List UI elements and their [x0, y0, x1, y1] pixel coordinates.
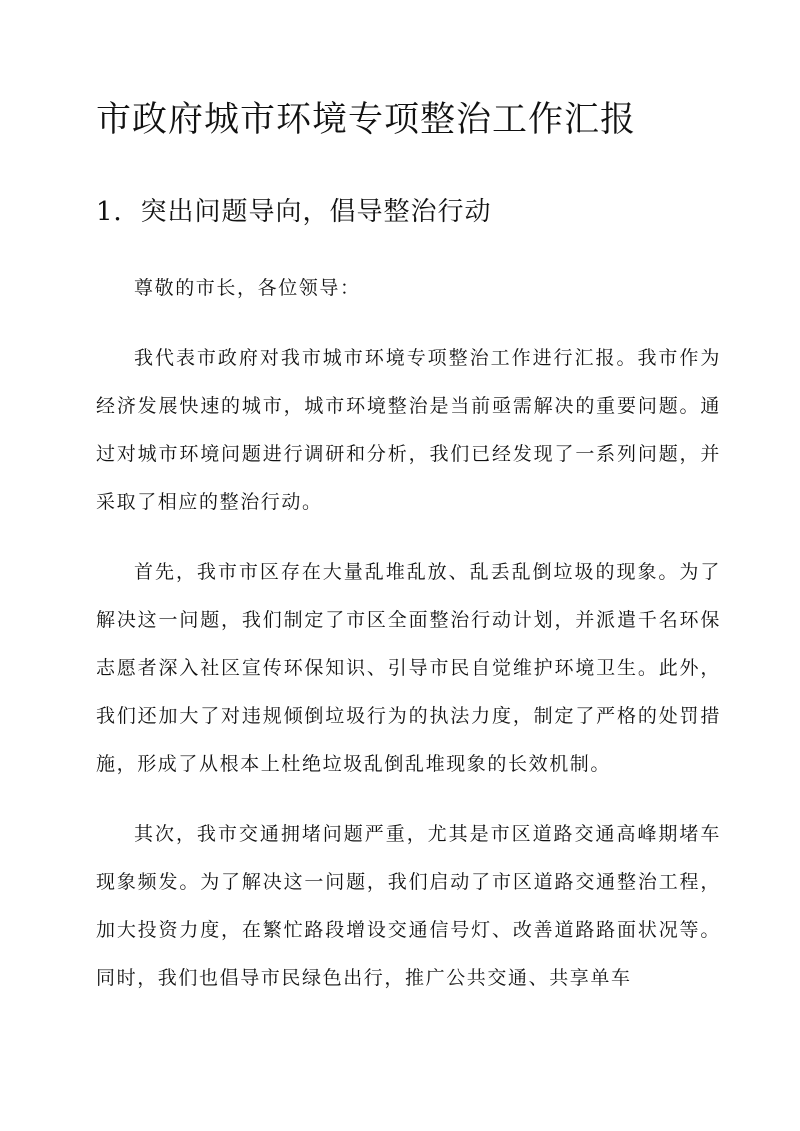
paragraph-garbage: 首先，我市市区存在大量乱堆乱放、乱丢乱倒垃圾的现象。为了解决这一问题，我们制定了市区全面整治行动计划，并派遣千名环保志愿者深入社区宣传环保知识、引导市民自觉维护环境卫生。此外，我们还加大了对违规倾倒垃圾行为的执法力度，制定了严格的处罚措施，形成了从根本上杜绝垃圾乱倒乱堆现象的长效机制。 — [96, 561, 721, 775]
section-heading: 1．突出问题导向，倡导整治行动 — [96, 197, 492, 227]
document-title: 市政府城市环境专项整治工作汇报 — [96, 100, 637, 140]
paragraph-intro: 我代表市政府对我市城市环境专项整治工作进行汇报。我市作为经济发展快速的城市，城市环境整治是当前亟需解决的重要问题。通过对城市环境问题进行调研和分析，我们已经发现了一系列问题，并采取了相应的整治行动。 — [96, 347, 721, 513]
paragraph-traffic: 其次，我市交通拥堵问题严重，尤其是市区道路交通高峰期堵车现象频发。为了解决这一问题，我们启动了市区道路交通整治工程，加大投资力度，在繁忙路段增设交通信号灯、改善道路路面状况等。同时，我们也倡导市民绿色出行，推广公共交通、共享单车 — [96, 823, 721, 989]
paragraph-greeting: 尊敬的市长，各位领导： — [134, 277, 361, 299]
document-body — [96, 264, 721, 1024]
